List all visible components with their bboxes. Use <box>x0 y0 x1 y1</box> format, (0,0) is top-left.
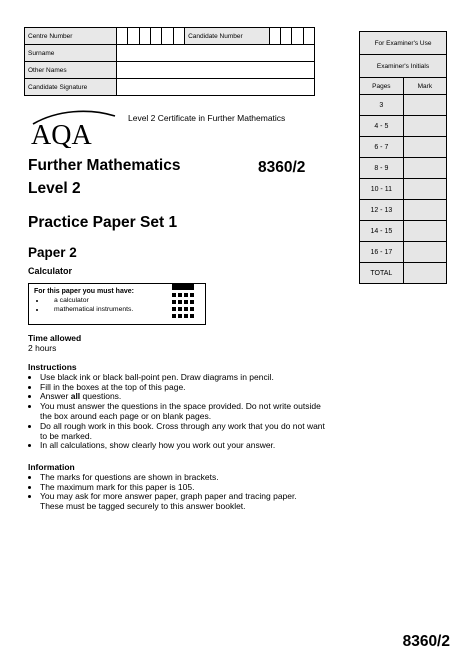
total-label: TOTAL <box>360 263 404 284</box>
mark-cell[interactable] <box>403 95 446 116</box>
pages-cell: 3 <box>360 95 404 116</box>
information-item: • You may ask for more answer paper, graph paper and tracing paper. These must be tagged securely to this answer booklet. <box>40 492 318 512</box>
calculator-label: Calculator <box>28 266 73 276</box>
practice-title: Practice Paper Set 1 <box>28 214 178 231</box>
mark-cell[interactable] <box>403 179 446 200</box>
instructions-section <box>28 363 328 451</box>
mark-cell[interactable] <box>403 137 446 158</box>
requirement-item: • a calculator <box>46 297 133 304</box>
answer-all-pre: Answer <box>40 391 71 402</box>
candidate-details-table <box>24 27 315 96</box>
mark-cell[interactable] <box>403 200 446 221</box>
centre-number-box[interactable] <box>128 28 139 45</box>
information-item: • The marks for questions are shown in brackets. <box>40 473 318 483</box>
logo-text: AQA <box>31 120 92 148</box>
surname-field[interactable] <box>117 45 315 62</box>
instruction-item: • You must answer the questions in the space provided. Do not write outside the box around each page or on blank pages. <box>40 402 328 422</box>
pages-cell: 4 - 5 <box>360 116 404 137</box>
mark-cell[interactable] <box>403 242 446 263</box>
level-title: Level 2 <box>28 180 81 197</box>
examiners-initials-heading: Examiner's Initials <box>360 55 447 78</box>
time-section <box>28 334 81 354</box>
centre-number-box[interactable] <box>162 28 173 45</box>
examiner-table <box>359 31 447 284</box>
instruction-item: • Do all rough work in this book. Cross through any work that you do not want to be marked. <box>40 422 328 442</box>
aqa-logo <box>27 108 123 148</box>
pages-cell: 12 - 13 <box>360 200 404 221</box>
certificate-title: Level 2 Certificate in Further Mathematics <box>128 113 286 123</box>
mark-cell[interactable] <box>403 116 446 137</box>
total-mark-cell[interactable] <box>403 263 446 284</box>
information-item: • The maximum mark for this paper is 105. <box>40 483 318 493</box>
requirements-title: For this paper you must have: <box>34 288 134 295</box>
pages-cell: 8 - 9 <box>360 158 404 179</box>
centre-number-box[interactable] <box>173 28 184 45</box>
candidate-number-box[interactable] <box>303 28 314 45</box>
answer-all-bold: all <box>70 391 81 402</box>
time-label: Time allowed <box>28 333 82 343</box>
instruction-item: • In all calculations, show clearly how you work out your answer. <box>40 441 328 451</box>
pages-cell: 6 - 7 <box>360 137 404 158</box>
centre-number-label: Centre Number <box>25 28 117 45</box>
candidate-number-box[interactable] <box>280 28 291 45</box>
instruction-item: • Fill in the boxes at the top of this page. <box>40 383 328 393</box>
requirement-item: • mathematical instruments. <box>46 306 133 313</box>
paper-code: 8360/2 <box>258 159 306 176</box>
time-value: 2 hours <box>28 342 57 353</box>
information-label: Information <box>28 462 75 472</box>
other-names-field[interactable] <box>117 62 315 79</box>
pages-cell: 16 - 17 <box>360 242 404 263</box>
pages-cell: 14 - 15 <box>360 221 404 242</box>
mark-header: Mark <box>403 78 446 95</box>
candidate-number-box[interactable] <box>292 28 303 45</box>
centre-number-box[interactable] <box>117 28 128 45</box>
mark-cell[interactable] <box>403 221 446 242</box>
mark-cell[interactable] <box>403 158 446 179</box>
candidate-number-box[interactable] <box>269 28 280 45</box>
pages-header: Pages <box>360 78 404 95</box>
examiners-use-heading: For Examiner's Use <box>360 32 447 55</box>
information-section <box>28 463 318 512</box>
surname-label: Surname <box>25 45 117 62</box>
instructions-label: Instructions <box>28 362 77 372</box>
footer-paper-code: 8360/2 <box>402 633 450 650</box>
centre-number-box[interactable] <box>139 28 150 45</box>
calculator-icon <box>168 280 198 324</box>
instruction-item: • Use black ink or black ball-point pen. Draw diagrams in pencil. <box>40 373 328 383</box>
centre-number-box[interactable] <box>151 28 162 45</box>
candidate-number-label: Candidate Number <box>185 28 269 45</box>
candidate-signature-label: Candidate Signature <box>25 79 117 96</box>
pages-cell: 10 - 11 <box>360 179 404 200</box>
answer-all-post: questions. <box>80 391 122 402</box>
subject-title: Further Mathematics <box>28 157 181 174</box>
paper-title: Paper 2 <box>28 245 77 260</box>
candidate-signature-field[interactable] <box>117 79 315 96</box>
other-names-label: Other Names <box>25 62 117 79</box>
